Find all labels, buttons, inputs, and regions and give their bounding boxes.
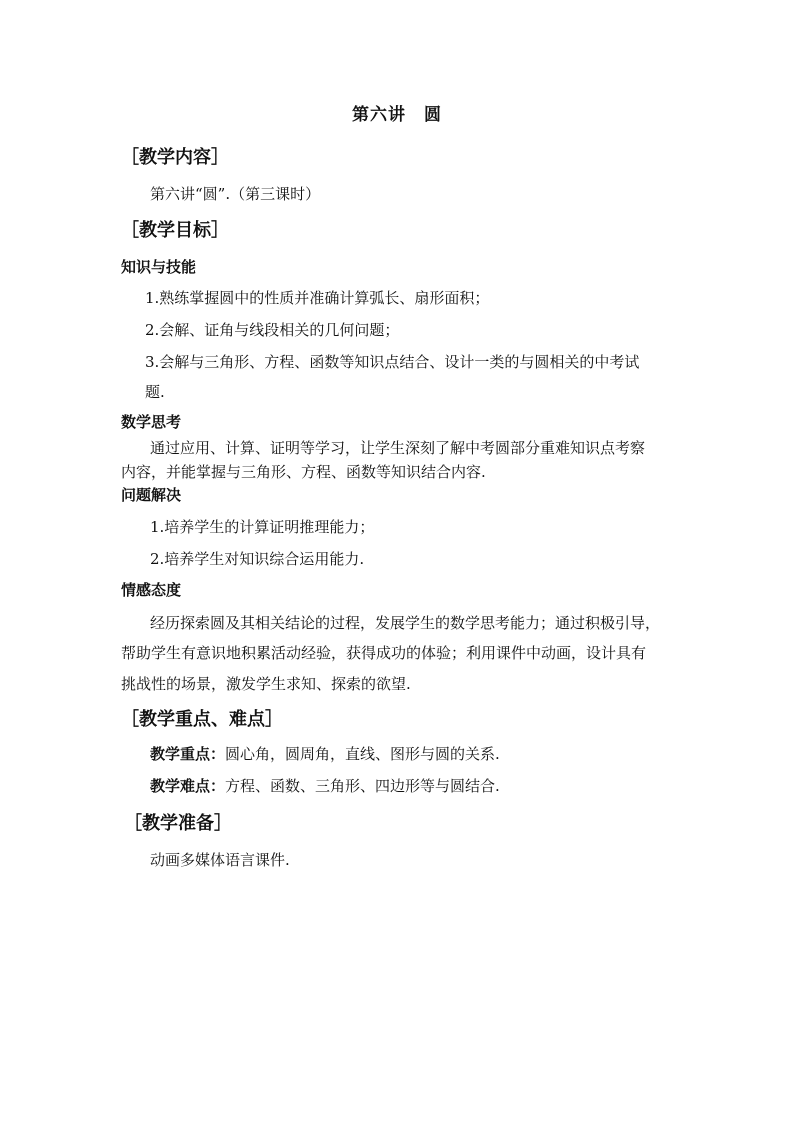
knowledge-item-1: 1.熟练掌握圆中的性质并准确计算弧长、扇形面积； bbox=[145, 289, 490, 307]
knowledge-item-3-cont: 题. bbox=[145, 383, 165, 401]
knowledge-item-2: 2.会解、证角与线段相关的几何问题； bbox=[145, 321, 400, 339]
emotion-line-2: 帮助学生有意识地积累活动经验，获得成功的体验；利用课件中动画，设计具有 bbox=[121, 644, 647, 662]
content-text: 第六讲“圆”.（第三课时） bbox=[150, 185, 321, 203]
problem-item-2: 2.培养学生对知识综合运用能力. bbox=[150, 550, 365, 568]
subheading-thinking: 数学思考 bbox=[121, 413, 182, 431]
emotion-line-3: 挑战性的场景，激发学生求知、探索的欲望. bbox=[121, 675, 411, 693]
thinking-line-2: 内容，并能掌握与三角形、方程、函数等知识结合内容. bbox=[121, 463, 486, 481]
emotion-line-1: 经历探索圆及其相关结论的过程，发展学生的数学思考能力；通过积极引导， bbox=[150, 614, 661, 632]
focus-line bbox=[150, 747, 500, 762]
subheading-knowledge: 知识与技能 bbox=[121, 258, 197, 276]
problem-item-1: 1.培养学生的计算证明推理能力； bbox=[150, 518, 375, 536]
subheading-problem: 问题解决 bbox=[121, 486, 182, 504]
thinking-line-1: 通过应用、计算、证明等学习，让学生深刻了解中考圆部分重难知识点考察 bbox=[150, 439, 646, 457]
section-heading-keypoints: ［教学重点、难点］ bbox=[121, 709, 283, 730]
difficulty-line bbox=[150, 779, 500, 794]
difficulty-text: 方程、函数、三角形、四边形等与圆结合. bbox=[225, 777, 500, 795]
knowledge-item-3: 3.会解与三角形、方程、函数等知识点结合、设计一类的与圆相关的中考试 bbox=[145, 353, 640, 371]
section-heading-objectives: ［教学目标］ bbox=[121, 220, 229, 241]
focus-label: 教学重点： bbox=[150, 745, 226, 763]
subheading-emotion: 情感态度 bbox=[121, 581, 182, 599]
section-heading-content: ［教学内容］ bbox=[121, 147, 229, 168]
page-title: 第六讲 圆 bbox=[352, 105, 442, 125]
difficulty-label: 教学难点： bbox=[150, 777, 226, 795]
section-heading-preparation: ［教学准备］ bbox=[124, 813, 232, 834]
preparation-text: 动画多媒体语言课件. bbox=[150, 851, 290, 869]
focus-text: 圆心角，圆周角，直线、图形与圆的关系. bbox=[225, 745, 500, 763]
